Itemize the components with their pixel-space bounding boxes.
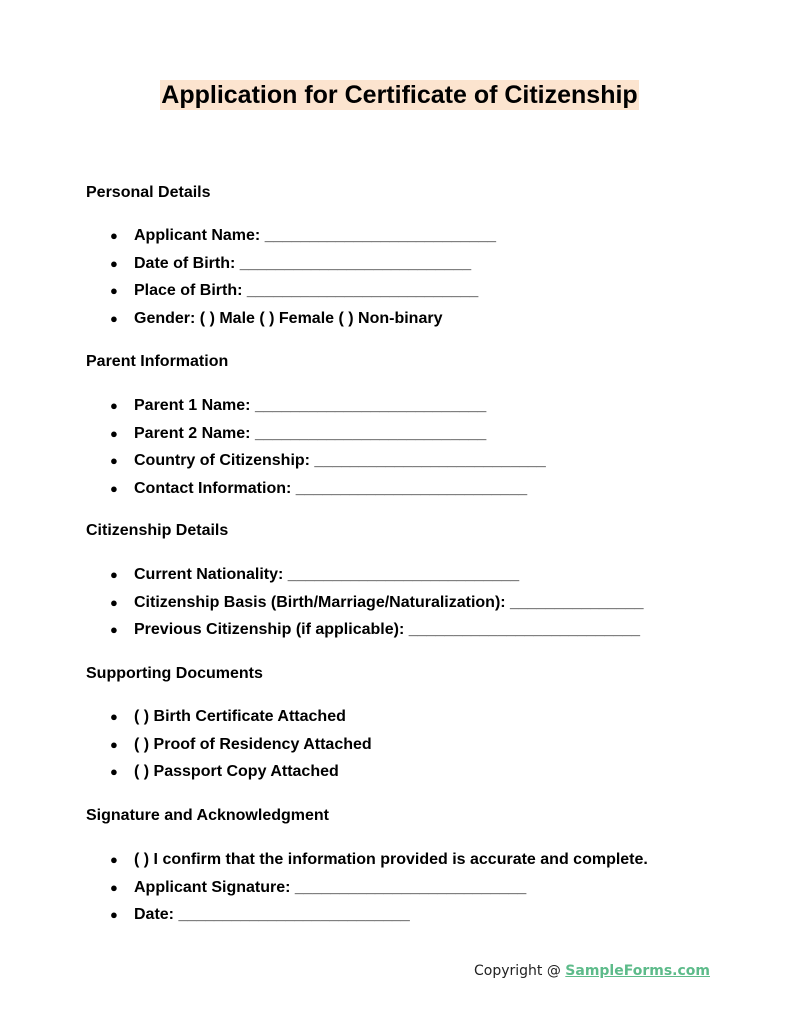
bullet-icon: ● — [110, 879, 118, 895]
list-item — [108, 593, 644, 613]
date-of-birth-field[interactable]: Date of Birth: __________________________ — [134, 254, 472, 272]
list-item — [108, 309, 496, 329]
title-container — [0, 80, 799, 110]
list-item — [108, 707, 372, 727]
citizenship-basis-field[interactable]: Citizenship Basis (Birth/Marriage/Naturalization): _______________ — [134, 593, 644, 611]
citizenship-details-list — [108, 565, 644, 640]
confirmation-checkbox[interactable]: ( ) I confirm that the information provided is accurate and complete. — [134, 851, 648, 868]
current-nationality-field[interactable]: Current Nationality: __________________________ — [134, 566, 520, 583]
bullet-icon: ● — [110, 228, 118, 243]
list-item — [108, 878, 648, 898]
bullet-icon: ● — [110, 594, 118, 610]
previous-citizenship-field[interactable]: Previous Citizenship (if applicable): __________________________ — [134, 621, 641, 638]
section-heading-signature: Signature and Acknowledgment — [86, 807, 329, 824]
list-item — [108, 424, 546, 444]
bullet-icon: ● — [110, 852, 118, 867]
signature-list — [108, 850, 648, 925]
bullet-icon: ● — [110, 398, 118, 413]
contact-information-field[interactable]: Contact Information: __________________________ — [134, 479, 528, 497]
bullet-icon: ● — [110, 709, 118, 724]
section-heading-citizenship: Citizenship Details — [86, 522, 229, 539]
parent-2-name-field[interactable]: Parent 2 Name: __________________________ — [134, 424, 487, 442]
list-item — [108, 565, 644, 585]
list-item — [108, 479, 546, 499]
page-title: Application for Certificate of Citizenship — [161, 81, 638, 109]
applicant-name-field[interactable]: Applicant Name: __________________________ — [134, 227, 497, 244]
bullet-icon: ● — [110, 453, 118, 468]
passport-copy-checkbox[interactable]: ( ) Passport Copy Attached — [134, 763, 339, 780]
list-item — [108, 905, 648, 925]
copyright-text: Copyright @ — [473, 963, 566, 979]
bullet-icon: ● — [110, 764, 118, 779]
section-heading-parent: Parent Information — [86, 353, 229, 370]
bullet-icon: ● — [110, 425, 118, 441]
applicant-signature-field[interactable]: Applicant Signature: __________________________ — [134, 878, 527, 896]
bullet-icon: ● — [110, 622, 118, 637]
bullet-icon: ● — [110, 310, 118, 326]
bullet-icon: ● — [110, 255, 118, 271]
bullet-icon: ● — [110, 907, 118, 922]
footer-copyright — [474, 961, 710, 981]
personal-details-list — [108, 226, 496, 329]
bullet-icon: ● — [110, 480, 118, 496]
section-heading-personal: Personal Details — [86, 184, 211, 201]
place-of-birth-field[interactable]: Place of Birth: __________________________ — [134, 282, 479, 299]
birth-certificate-checkbox[interactable]: ( ) Birth Certificate Attached — [134, 708, 346, 725]
list-item — [108, 762, 372, 782]
country-of-citizenship-field[interactable]: Country of Citizenship: __________________________ — [134, 452, 546, 469]
gender-options[interactable]: Gender: ( ) Male ( ) Female ( ) Non-binary — [134, 309, 443, 327]
list-item — [108, 254, 496, 274]
proof-of-residency-checkbox[interactable]: ( ) Proof of Residency Attached — [134, 735, 372, 753]
parent-1-name-field[interactable]: Parent 1 Name: __________________________ — [134, 397, 487, 414]
date-field[interactable]: Date: __________________________ — [134, 906, 410, 923]
bullet-icon: ● — [110, 567, 118, 582]
list-item — [108, 850, 648, 870]
list-item — [108, 620, 644, 640]
list-item — [108, 735, 372, 755]
brand-link[interactable]: SampleForms.com — [565, 963, 710, 979]
list-item — [108, 281, 496, 301]
supporting-documents-list — [108, 707, 372, 782]
list-item — [108, 451, 546, 471]
bullet-icon: ● — [110, 283, 118, 298]
parent-information-list — [108, 396, 546, 499]
list-item — [108, 226, 496, 246]
bullet-icon: ● — [110, 736, 118, 752]
list-item — [108, 396, 546, 416]
section-heading-documents: Supporting Documents — [86, 665, 263, 682]
